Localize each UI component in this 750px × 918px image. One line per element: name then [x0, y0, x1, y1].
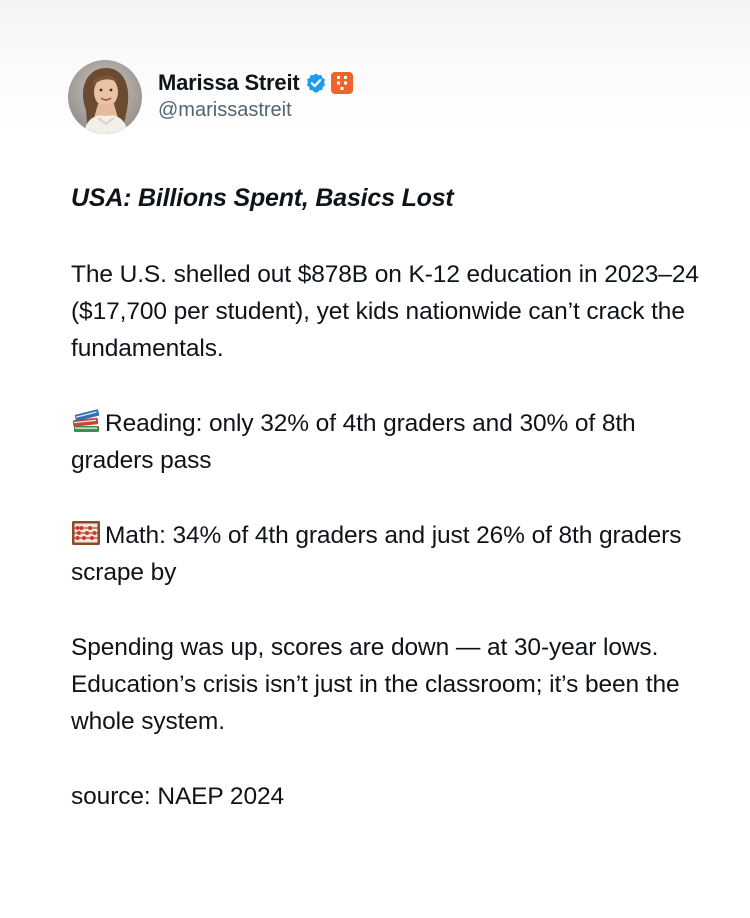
tweet-header [68, 60, 353, 134]
tweet-source: source: NAEP 2024 [71, 783, 285, 810]
tweet-paragraph-math [71, 517, 711, 591]
author-display-name[interactable]: Marissa Streit [158, 70, 300, 95]
reading-text: Reading: only 32% of 4th graders and 30% of 8th graders pass [71, 410, 636, 474]
author-handle[interactable]: @marissastreit [158, 99, 292, 121]
abacus-icon [71, 520, 101, 546]
tweet-body [71, 180, 711, 815]
tweet-paragraph-intro: The U.S. shelled out $878B on K-12 education in 2023–24 ($17,700 per student), yet kids nationwide can’t crack the fundamentals. [71, 261, 699, 362]
tweet-paragraph-conclusion: Spending was up, scores are down — at 30-year lows. Education’s crisis isn’t just in the classroom; it’s been the whole system. [71, 634, 680, 735]
verified-badge-icon[interactable] [305, 72, 327, 94]
tweet-headline: USA: Billions Spent, Basics Lost [71, 184, 454, 212]
tweet-paragraph-reading [71, 405, 711, 479]
books-icon [71, 408, 101, 434]
math-text: Math: 34% of 4th graders and just 26% of 8th graders scrape by [71, 522, 682, 586]
author-info [158, 68, 353, 122]
avatar[interactable] [68, 60, 142, 134]
affiliate-badge-icon[interactable] [331, 72, 353, 94]
author-name-row [158, 68, 353, 98]
